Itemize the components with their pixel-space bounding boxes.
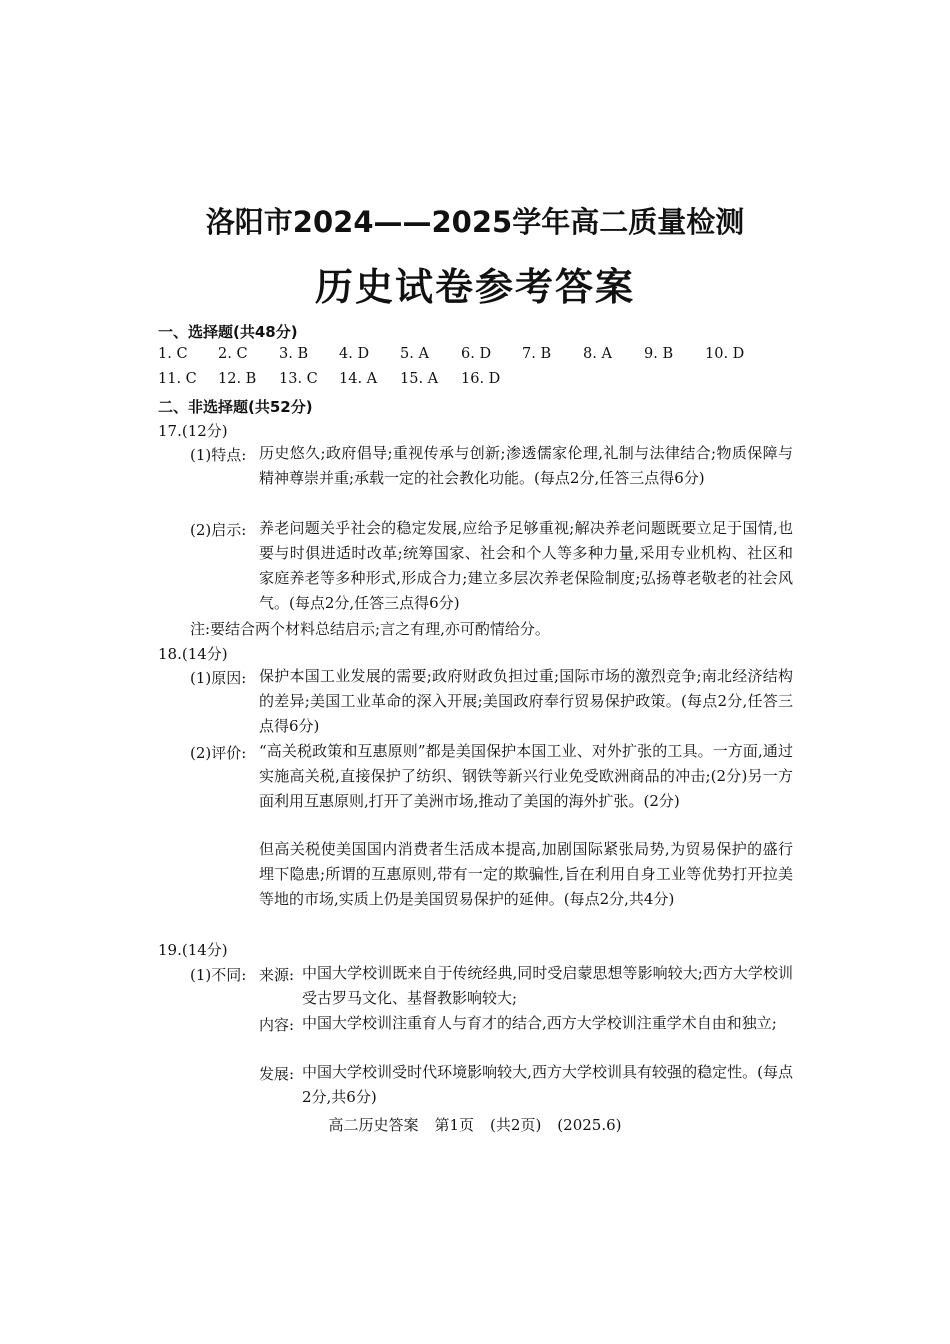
q17-note: 注:要结合两个材料总结启示;言之有理,亦可酌情给分。 xyxy=(190,620,550,638)
q17-part2-label: (2)启示: xyxy=(190,521,247,539)
mc-answer: 10. D xyxy=(705,346,745,362)
mc-answer: 9. B xyxy=(644,346,674,362)
mc-answer: 7. B xyxy=(522,346,552,362)
q18-part2-continued: 但高关税使美国国内消费者生活成本提高,加剧国际紧张局势,为贸易保护的盛行埋下隐患;所谓的互惠原则,带有一定的欺骗性,旨在利用自身工业等优势打开拉美等地的市场,实质上仍是美国贸易保护的延伸。(每点2分,共4分) xyxy=(259,840,793,908)
exam-title: 洛阳市2024——2025学年高二质量检测 xyxy=(205,205,745,239)
mc-answer: 13. C xyxy=(279,371,318,387)
mc-answer: 11. C xyxy=(158,371,197,387)
footer-page-number: 第1页 xyxy=(434,1116,475,1134)
mc-answer: 4. D xyxy=(339,346,370,362)
q19-content-text: 中国大学校训注重育人与育才的结合,西方大学校训注重学术自由和独立; xyxy=(302,1014,777,1032)
page-footer xyxy=(0,1114,950,1135)
q18-part1-label: (1)原因: xyxy=(190,669,247,687)
q19-content-label: 内容: xyxy=(259,1016,295,1034)
mc-answer: 2. C xyxy=(218,346,248,362)
answer-key-title: 历史试卷参考答案 xyxy=(314,264,635,309)
question-19-header: 19.(14分) xyxy=(158,941,228,959)
q19-source-label: 来源: xyxy=(259,966,295,984)
mc-answer: 5. A xyxy=(400,346,429,362)
q19-source-text: 中国大学校训既来自于传统经典,同时受启蒙思想等影响较大;西方大学校训受古罗马文化、基督教影响较大; xyxy=(302,964,793,1007)
mc-answer: 15. A xyxy=(400,371,439,387)
mc-answer: 14. A xyxy=(339,371,378,387)
footer-date: (2025.6) xyxy=(557,1116,622,1134)
q17-part2-text: 养老问题关乎社会的稳定发展,应给予足够重视;解决养老问题既要立足于国情,也要与时俱进适时改革;统筹国家、社会和个人等多种力量,采用专业机构、社区和家庭养老等多种形式,形成合力;建立多层次养老保险制度;弘扬尊老敬老的社会风气。(每点2分,任答三点得6分) xyxy=(259,519,793,612)
footer-subject: 高二历史答案 xyxy=(328,1116,419,1134)
section-1-heading: 一、选择题(共48分) xyxy=(158,323,298,341)
mc-answer: 16. D xyxy=(461,371,501,387)
mc-answer: 6. D xyxy=(461,346,492,362)
question-18-header: 18.(14分) xyxy=(158,645,228,663)
mc-answer: 12. B xyxy=(218,371,257,387)
q18-part1-text: 保护本国工业发展的需要;政府财政负担过重;国际市场的激烈竞争;南北经济结构的差异;美国工业革命的深入开展;美国政府奉行贸易保护政策。(每点2分,任答三点得6分) xyxy=(259,667,793,735)
mc-answer: 8. A xyxy=(583,346,612,362)
q19-part1-label: (1)不同: xyxy=(190,966,247,984)
q18-part2-label: (2)评价: xyxy=(190,744,247,762)
mc-answer: 1. C xyxy=(158,346,188,362)
mc-answer: 3. B xyxy=(279,346,309,362)
question-17-header: 17.(12分) xyxy=(158,422,228,440)
q17-part1-text: 历史悠久;政府倡导;重视传承与创新;渗透儒家伦理,礼制与法律结合;物质保障与精神尊崇并重;承载一定的社会教化功能。(每点2分,任答三点得6分) xyxy=(259,444,793,487)
footer-total-pages: (共2页) xyxy=(490,1116,542,1134)
q19-development-label: 发展: xyxy=(259,1065,295,1083)
q19-development-text: 中国大学校训受时代环境影响较大,西方大学校训具有较强的稳定性。(每点2分,共6分) xyxy=(302,1063,793,1106)
section-2-heading: 二、非选择题(共52分) xyxy=(158,398,313,416)
q18-part2-text: “高关税政策和互惠原则”都是美国保护本国工业、对外扩张的工具。一方面,通过实施高关税,直接保护了纺织、钢铁等新兴行业免受欧洲商品的冲击;(2分)另一方面利用互惠原则,打开了美洲市场,推动了美国的海外扩张。(2分) xyxy=(259,742,793,810)
q17-part1-label: (1)特点: xyxy=(190,446,247,464)
